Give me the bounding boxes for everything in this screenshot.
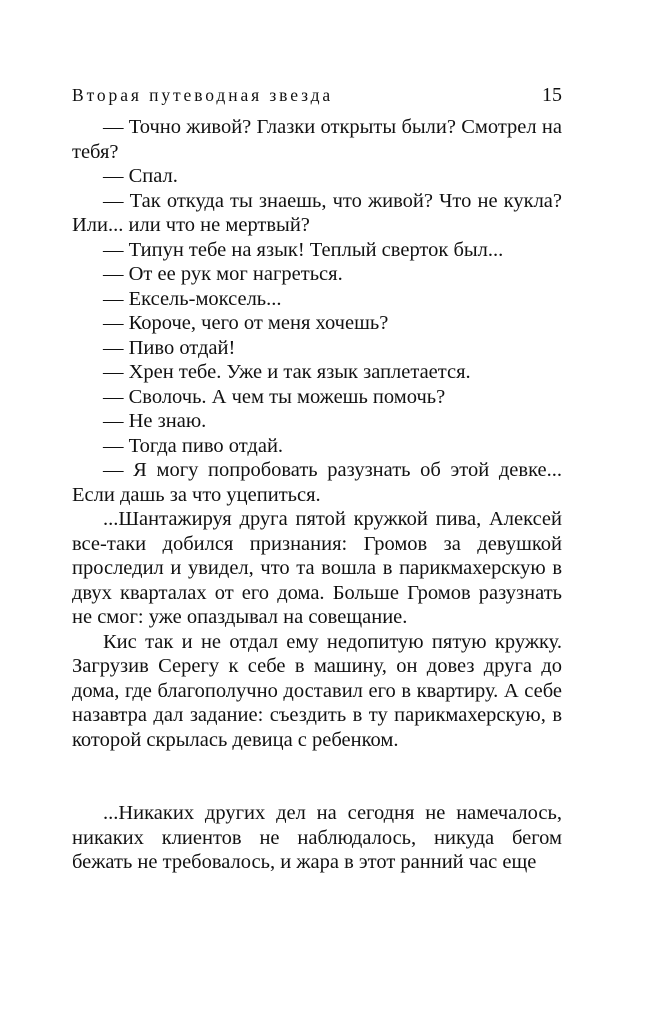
paragraph: — Не знаю.: [103, 410, 207, 432]
paragraph: — Спал.: [103, 165, 178, 187]
paragraph: Кис так и не отдал ему недопитую пятую кружку. Загрузив Серегу к себе в машину, он довез друга до дома, где благополучно доставил его в квартиру. А себе назавтра дал задание: съездить в ту парикмахерскую, в которой скрылась девица с ребенком.: [72, 630, 562, 751]
paragraph: — Сволочь. А чем ты можешь помочь?: [103, 385, 446, 408]
paragraph: — Точно живой? Глазки открыты были? Смотрел на тебя?: [72, 116, 562, 163]
paragraph: — Хрен тебе. Уже и так язык заплетается.: [103, 361, 471, 383]
paragraph: — Типун тебе на язык! Теплый сверток был...: [103, 238, 504, 261]
paragraph: — Я могу попробовать разузнать об этой девке... Если дашь за что уцепиться.: [72, 459, 562, 506]
paragraph: — Короче, чего от меня хочешь?: [103, 312, 389, 334]
running-head-title: Вторая путеводная звезда: [72, 85, 334, 105]
paragraph: ...Никаких других дел на сегодня не намечалось, никаких клиентов не наблюдалось, никуда бегом бежать не требовалось, и жара в этот ранний час еще: [72, 802, 562, 873]
running-head: [72, 85, 562, 109]
paragraph: — Тогда пиво отдай.: [103, 434, 284, 457]
paragraph: — Пиво отдай!: [103, 336, 236, 359]
body-text: [72, 115, 562, 875]
paragraph: ...Шантажируя друга пятой кружкой пива, Алексей все-таки добился признания: Громов за девушкой проследил и увидел, что та вошла в парикмахерскую в двух кварталах от его дома. Больше Громов разузнать не смог: уже опаздывал на совещание.: [72, 508, 562, 628]
paragraph: — От ее рук мог нагреться.: [103, 263, 343, 285]
paragraph: — Ексель-моксель...: [103, 287, 282, 310]
page-number: 15: [542, 84, 562, 106]
paragraph: — Так откуда ты знаешь, что живой? Что не кукла? Или... или что не мертвый?: [72, 189, 562, 236]
